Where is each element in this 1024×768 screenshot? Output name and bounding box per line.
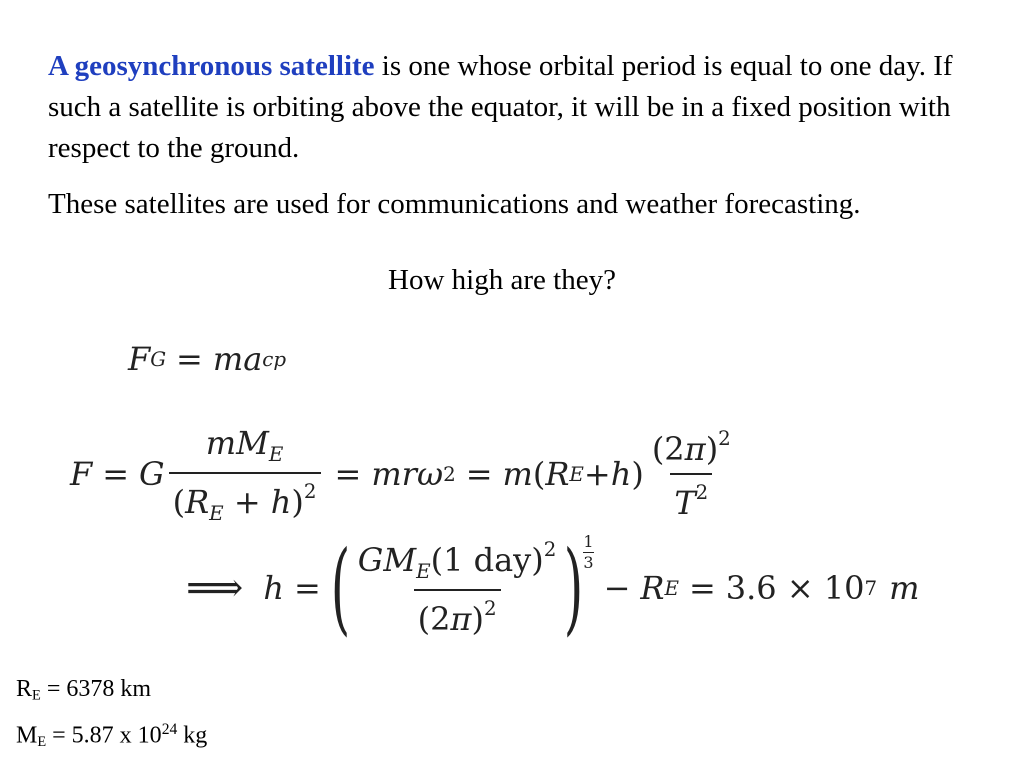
constants-block: [16, 672, 207, 759]
question-text: How high are they?: [388, 264, 616, 296]
fraction-height: $\frac{GM_E(1 day)^2}{(2\pi)^2}$: [357, 538, 557, 638]
earth-radius-line: RE = 6378 km: [16, 676, 152, 704]
earth-mass-line: ME = 5.87 x $10^{24}$ kg: [16, 720, 208, 750]
fraction-gravity: $\frac{mM_E}{(R_E + h)^2}$: [169, 424, 321, 525]
implies-arrow: ⟹: [186, 565, 244, 611]
cube-root-exponent: 1 3: [583, 532, 594, 572]
equation-height-result: ⟹ h = ( $\frac{GM_E(1 day)^2}{(2\pi)^2}$ ) 1 3 − R E = 3.6 × 10 7 m: [186, 529, 920, 646]
definition-text: is one whose orbital period is equal to one day. If such a satellite is orbiting above the equator, it will be in a fixed position with respect to the ground.: [48, 50, 953, 164]
equation-gravity-expansion: F = G $\frac{mM_E}{(R_E + h)^2}$ = mrω 2 = m ( R E + h ) $\frac{(2\pi)^2}{T^2}$: [70, 424, 739, 525]
fraction-period: $\frac{(2\pi)^2}{T^2}$: [651, 426, 731, 523]
equation-force-centripetal: F G = ma cp: [128, 340, 287, 378]
highlighted-term: A geosynchronous satellite: [48, 50, 375, 82]
usage-paragraph: These satellites are used for communications and weather forecasting.: [48, 188, 861, 220]
definition-paragraph: [48, 46, 988, 169]
